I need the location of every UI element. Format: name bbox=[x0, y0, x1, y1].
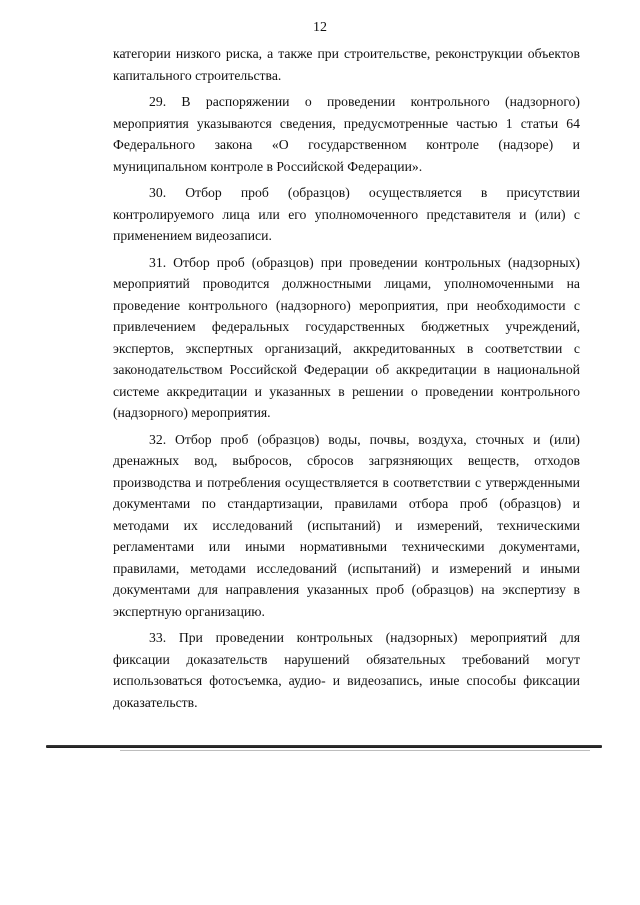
paragraph-item-29: 29. В распоряжении о проведении контрольного (надзорного) мероприятия указываются сведения, предусмотренные частью 1 статьи 64 Федерального закона «О государственном контроле (надзоре) и муниципальном контроле в Российской Федерации». bbox=[113, 94, 580, 174]
paragraph-item-33: 33. При проведении контрольных (надзорных) мероприятий для фиксации доказательств нарушений обязательных требований могут использоваться фотосъемка, аудио- и видеозапись, иные способы фиксации доказательств. bbox=[113, 630, 580, 710]
scan-edge-line bbox=[46, 745, 602, 748]
page-number: 12 bbox=[313, 20, 327, 35]
paragraph-item-30: 30. Отбор проб (образцов) осуществляется в присутствии контролируемого лица или его уполномоченного представителя и (или) с применением видеозаписи. bbox=[113, 185, 580, 243]
scan-edge-shadow bbox=[120, 750, 590, 751]
document-body bbox=[113, 43, 580, 718]
paragraph-continuation: категории низкого риска, а также при строительстве, реконструкции объектов капитального строительства. bbox=[113, 46, 580, 83]
paragraph-item-32: 32. Отбор проб (образцов) воды, почвы, воздуха, сточных и (или) дренажных вод, выбросов, сбросов загрязняющих веществ, отходов производства и потребления осуществляется в соответствии с утвержденными документами по стандартизации, правилами отбора проб (образцов) и методами их исследований (испытаний) и измерений, техническими регламентами или иными нормативными техническими документами, правилами, методами исследований (испытаний) и измерений и иными документами для направления указанных проб (образцов) на экспертизу в экспертную организацию. bbox=[113, 431, 580, 619]
paragraph-item-31: 31. Отбор проб (образцов) при проведении контрольных (надзорных) мероприятий проводится должностными лицами, уполномоченными на проведение контрольного (надзорного) мероприятия, при необходимости с привлечением федеральных государственных бюджетных учреждений, экспертов, экспертных организаций, аккредитованных в соответствии с законодательством Российской Федерации об аккредитации в национальной системе аккредитации и указанных в решении о проведении контрольного (надзорного) мероприятия. bbox=[113, 254, 580, 420]
